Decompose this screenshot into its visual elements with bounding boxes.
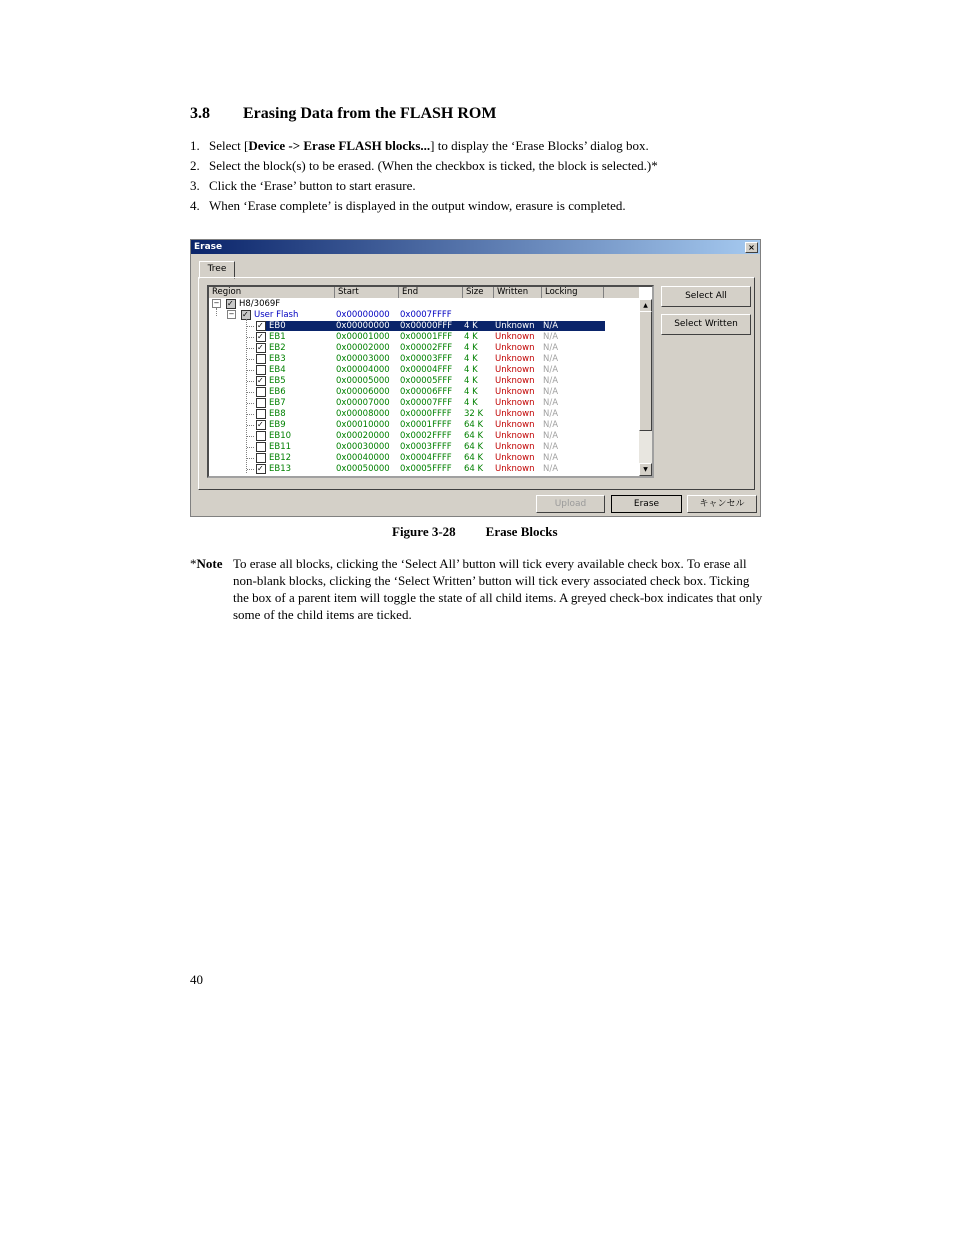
collapse-icon[interactable]: − [213, 299, 220, 307]
tree-node-block[interactable] [209, 398, 639, 409]
block-size: 64 K [464, 442, 484, 452]
block-locking: N/A [543, 398, 559, 408]
block-written: Unknown [495, 409, 535, 419]
block-start: 0x00040000 [336, 453, 390, 463]
block-size: 4 K [464, 398, 478, 408]
tree-node-block[interactable] [209, 376, 639, 387]
block-written: Unknown [495, 354, 535, 364]
tree-line [247, 469, 254, 470]
block-locking: N/A [543, 343, 559, 353]
cancel-button[interactable]: キャンセル [687, 495, 757, 513]
block-end: 0x00005FFF [400, 376, 453, 386]
block-written: Unknown [495, 398, 535, 408]
block-name: EB9 [269, 420, 286, 430]
block-size: 64 K [464, 464, 484, 474]
tree-line [247, 458, 254, 459]
block-locking: N/A [543, 376, 559, 386]
block-written: Unknown [495, 453, 535, 463]
block-name: EB12 [269, 453, 292, 463]
tree-node-block[interactable] [209, 387, 639, 398]
block-end: 0x00000FFF [400, 321, 453, 331]
block-start: 0x00005000 [336, 376, 390, 386]
block-end: 0x00003FFF [400, 354, 453, 364]
block-name: EB5 [269, 376, 286, 386]
block-start: 0x00050000 [336, 464, 390, 474]
column-start[interactable]: Start [335, 287, 399, 298]
block-name: EB10 [269, 431, 292, 441]
block-size: 4 K [464, 343, 478, 353]
block-written: Unknown [495, 387, 535, 397]
steps-list [190, 138, 658, 218]
step-item: 3. Click the ‘Erase’ button to start erasure. [190, 178, 416, 193]
note-label: Note [196, 556, 223, 571]
block-size: 32 K [464, 409, 484, 419]
note [190, 555, 764, 623]
block-start: 0x00001000 [336, 332, 390, 342]
block-written: Unknown [495, 343, 535, 353]
collapse-icon[interactable]: − [228, 310, 235, 318]
block-written: Unknown [495, 376, 535, 386]
tree-line [247, 403, 254, 404]
block-end: 0x00006FFF [400, 387, 453, 397]
column-header [209, 287, 639, 298]
block-start: 0x00006000 [336, 387, 390, 397]
block-locking: N/A [543, 453, 559, 463]
page-number: 40 [190, 972, 203, 987]
block-locking: N/A [543, 354, 559, 364]
block-written: Unknown [495, 442, 535, 452]
block-locking: N/A [543, 321, 559, 331]
column-end[interactable]: End [399, 287, 463, 298]
tree-node-block[interactable] [209, 409, 639, 420]
block-name: EB0 [269, 321, 286, 331]
block-written: Unknown [495, 332, 535, 342]
tree-node-block[interactable] [209, 354, 639, 365]
tree-node-block[interactable] [209, 321, 639, 332]
block-checkbox[interactable] [256, 398, 266, 408]
block-locking: N/A [543, 431, 559, 441]
tree-line [247, 425, 254, 426]
block-checkbox[interactable] [256, 420, 266, 430]
block-start: 0x00002000 [336, 343, 390, 353]
tree-node-region[interactable] [209, 310, 639, 321]
block-name: EB13 [269, 464, 292, 474]
tree-line [247, 326, 254, 327]
tab-tree[interactable]: Tree [199, 261, 235, 279]
tree-line [247, 392, 254, 393]
block-size: 64 K [464, 431, 484, 441]
device-checkbox[interactable] [226, 299, 236, 309]
close-icon[interactable]: × [745, 242, 758, 253]
block-size: 4 K [464, 387, 478, 397]
block-checkbox[interactable] [256, 332, 266, 342]
step-item: 1. Select [Device -> Erase FLASH blocks...] to display the ‘Erase Blocks’ dialog box. [190, 138, 649, 153]
block-end: 0x0004FFFF [400, 453, 452, 463]
figure-title: Erase Blocks [485, 524, 558, 539]
scroll-down-icon[interactable]: ▼ [639, 463, 652, 476]
tree-line [247, 436, 254, 437]
section-heading [190, 105, 496, 123]
block-start: 0x00000000 [336, 321, 390, 331]
block-checkbox[interactable] [256, 409, 266, 419]
block-name: EB4 [269, 365, 286, 375]
block-end: 0x0000FFFF [400, 409, 452, 419]
block-end: 0x0001FFFF [400, 420, 452, 430]
scroll-up-icon[interactable]: ▲ [639, 299, 652, 312]
column-locking[interactable]: Locking [542, 287, 604, 298]
tree-node-block[interactable] [209, 442, 639, 453]
region-end: 0x0007FFFF [400, 310, 452, 320]
select-written-button[interactable]: Select Written [661, 314, 751, 335]
block-written: Unknown [495, 321, 535, 331]
tree-line [216, 308, 217, 316]
column-written[interactable]: Written [494, 287, 542, 298]
column-region[interactable]: Region [209, 287, 335, 298]
block-size: 4 K [464, 354, 478, 364]
dialog-titlebar[interactable] [191, 240, 760, 254]
block-locking: N/A [543, 442, 559, 452]
block-checkbox[interactable] [256, 343, 266, 353]
block-size: 64 K [464, 420, 484, 430]
block-start: 0x00030000 [336, 442, 390, 452]
vertical-scrollbar[interactable] [639, 299, 652, 476]
dialog-title: Erase [194, 242, 223, 252]
tree-line [247, 414, 254, 415]
block-end: 0x00002FFF [400, 343, 453, 353]
block-start: 0x00020000 [336, 431, 390, 441]
tree-node-block[interactable] [209, 365, 639, 376]
block-name: EB3 [269, 354, 286, 364]
tree-line [247, 370, 254, 371]
block-checkbox[interactable] [256, 365, 266, 375]
select-all-button[interactable]: Select All [661, 286, 751, 307]
block-name: EB2 [269, 343, 286, 353]
note-text: To erase all blocks, clicking the ‘Select All’ button will tick every available check box. To erase all non-blank blocks, clicking the ‘Select Written’ button will tick every associated check box. Ticking the box of a parent item will toggle the state of all child items. A greyed check-box indicates that only some of the child items are ticked. [233, 556, 763, 622]
block-written: Unknown [495, 420, 535, 430]
block-checkbox[interactable] [256, 354, 266, 364]
tree-line [247, 381, 254, 382]
block-locking: N/A [543, 409, 559, 419]
tree-line [247, 348, 254, 349]
block-checkbox[interactable] [256, 453, 266, 463]
tree-line [247, 447, 254, 448]
tree-node-block[interactable] [209, 431, 639, 442]
block-start: 0x00004000 [336, 365, 390, 375]
block-written: Unknown [495, 431, 535, 441]
section-number: 3.8 [190, 105, 210, 122]
block-start: 0x00003000 [336, 354, 390, 364]
tree-node-block[interactable] [209, 464, 639, 475]
figure-caption [392, 524, 558, 540]
block-checkbox[interactable] [256, 321, 266, 331]
tree-node-block[interactable] [209, 453, 639, 464]
block-locking: N/A [543, 387, 559, 397]
block-size: 4 K [464, 321, 478, 331]
block-end: 0x00004FFF [400, 365, 453, 375]
block-name: EB1 [269, 332, 286, 342]
block-start: 0x00007000 [336, 398, 390, 408]
block-checkbox[interactable] [256, 442, 266, 452]
block-end: 0x0002FFFF [400, 431, 452, 441]
block-checkbox[interactable] [256, 376, 266, 386]
block-locking: N/A [543, 464, 559, 474]
section-title: Erasing Data from the FLASH ROM [243, 105, 497, 122]
figure-number: Figure 3-28 [392, 524, 456, 539]
tree-node-block[interactable] [209, 420, 639, 431]
tree-line [247, 337, 254, 338]
block-tree-list[interactable] [207, 285, 654, 478]
note-prefix: * [190, 556, 197, 571]
region-name: User Flash [254, 310, 299, 320]
block-locking: N/A [543, 332, 559, 342]
block-name: EB6 [269, 387, 286, 397]
block-name: EB11 [269, 442, 292, 452]
tree-line [247, 359, 254, 360]
block-end: 0x00001FFF [400, 332, 453, 342]
block-checkbox[interactable] [256, 464, 266, 474]
erase-button[interactable]: Erase [611, 495, 682, 513]
block-locking: N/A [543, 420, 559, 430]
block-written: Unknown [495, 464, 535, 474]
tree-node-device[interactable] [209, 299, 639, 310]
block-start: 0x00010000 [336, 420, 390, 430]
block-size: 64 K [464, 453, 484, 463]
block-checkbox[interactable] [256, 387, 266, 397]
column-size[interactable]: Size [463, 287, 494, 298]
block-name: EB7 [269, 398, 286, 408]
block-end: 0x00007FFF [400, 398, 453, 408]
region-start: 0x00000000 [336, 310, 390, 320]
block-checkbox[interactable] [256, 431, 266, 441]
block-size: 4 K [464, 376, 478, 386]
erase-dialog [190, 239, 761, 517]
block-locking: N/A [543, 365, 559, 375]
block-end: 0x0003FFFF [400, 442, 452, 452]
block-size: 4 K [464, 365, 478, 375]
scroll-thumb[interactable] [639, 311, 652, 431]
block-name: EB8 [269, 409, 286, 419]
block-start: 0x00008000 [336, 409, 390, 419]
block-size: 4 K [464, 332, 478, 342]
tree-node-block[interactable] [209, 343, 639, 354]
tree-node-block[interactable] [209, 332, 639, 343]
block-end: 0x0005FFFF [400, 464, 452, 474]
device-name: H8/3069F [239, 299, 281, 309]
step-item: 2. Select the block(s) to be erased. (When the checkbox is ticked, the block is selected.)* [190, 158, 658, 173]
block-written: Unknown [495, 365, 535, 375]
step-item: 4. When ‘Erase complete’ is displayed in the output window, erasure is completed. [190, 198, 626, 213]
upload-button[interactable]: Upload [536, 495, 605, 513]
